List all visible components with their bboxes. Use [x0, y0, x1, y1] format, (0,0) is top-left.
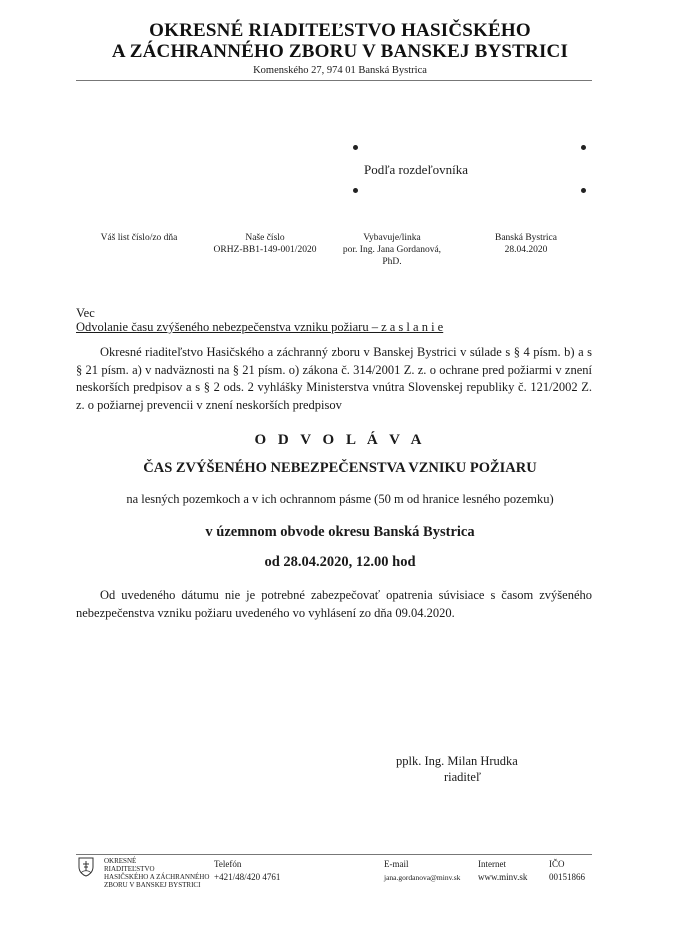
- header-title-line2: A ZÁCHRANNÉHO ZBORU V BANSKEJ BYSTRICI: [111, 41, 569, 62]
- meta-our-number: [202, 232, 328, 256]
- footer-ico: [549, 858, 585, 884]
- footer-email-value: jana.gordanova@minv.sk: [384, 873, 461, 882]
- decision-scope: na lesných pozemkoch a v ich ochrannom pásme (50 m od hranice lesného pozemku): [126, 492, 554, 506]
- header-divider: [76, 80, 592, 81]
- footer-web: [478, 858, 527, 884]
- meta-our-number-label: Naše číslo: [245, 233, 285, 243]
- footer-ico-value: 00151866: [549, 872, 585, 882]
- footer-web-value: www.minv.sk: [478, 872, 528, 882]
- body-paragraph-closing: Od uvedeného dátumu nie je potrebné zabezpečovať opatrenia súvisiace s časom zvýšeného nebezpečenstva vzniku požiaru uvedeného vo vyhlásení zo dňa 09.04.2020.: [76, 588, 592, 620]
- recipient: Podľa rozdeľovníka: [364, 162, 469, 177]
- footer-phone: [214, 858, 280, 884]
- address-window-mark: [353, 188, 358, 193]
- footer-ico-label: IČO: [549, 859, 565, 869]
- coat-of-arms-icon: [78, 857, 94, 882]
- footer-email: [384, 858, 460, 884]
- footer-web-label: Internet: [478, 859, 506, 869]
- meta-place: Banská Bystrica: [494, 233, 557, 243]
- address-window-mark: [353, 145, 358, 150]
- footer-org-line: OKRESNÉ: [104, 857, 137, 865]
- decision-area: v územnom obvode okresu Banská Bystrica: [205, 524, 475, 540]
- meta-handled-by: [330, 232, 454, 268]
- meta-your-letter-label: Váš list číslo/zo dňa: [100, 233, 178, 243]
- footer-organization: [104, 857, 214, 889]
- address-window-mark: [581, 188, 586, 193]
- meta-handled-by-label: Vybavuje/linka: [363, 233, 421, 243]
- footer-divider: [76, 854, 592, 855]
- subject-text: Odvolanie času zvýšeného nebezpečenstva vzniku požiaru – z a s l a n i e: [76, 320, 444, 334]
- signature-role: riaditeľ: [444, 770, 482, 784]
- footer-org-line: RIADITEĽSTVO: [104, 865, 155, 873]
- meta-your-letter: [84, 232, 194, 244]
- footer-org-line: HASIČSKÉHO A ZÁCHRANNÉHO: [104, 873, 210, 881]
- meta-place-date: [474, 232, 578, 256]
- footer-phone-value: +421/48/420 4761: [214, 872, 281, 882]
- body-paragraph-intro: Okresné riaditeľstvo Hasičského a záchranný zboru v Banskej Bystrici v súlade s § 4 písm. b) a s § 21 písm. a) v nadväznosti na § 21 písm. o) zákona č. 314/2001 Z. z. o ochrane pred požiarmi v znení neskorších predpisov a s § 2 ods. 2 vyhlášky Ministerstva vnútra Slovenskej republiky č. 121/2002 Z. z. o požiarnej prevencii v znení neskorších predpisov: [76, 345, 592, 412]
- decision-subtitle: ČAS ZVÝŠENÉHO NEBEZPEČENSTVA VZNIKU POŽIARU: [143, 460, 537, 476]
- subject-label: Vec: [76, 306, 95, 320]
- meta-handled-by-value-cont: PhD.: [382, 257, 402, 267]
- footer-email-label: E-mail: [384, 859, 409, 869]
- meta-our-number-value: ORHZ-BB1-149-001/2020: [213, 245, 317, 255]
- decision-effective-date: od 28.04.2020, 12.00 hod: [264, 554, 416, 570]
- meta-date: 28.04.2020: [504, 245, 548, 255]
- header-address: Komenského 27, 974 01 Banská Bystrica: [253, 65, 427, 76]
- footer-phone-label: Telefón: [214, 859, 242, 869]
- meta-handled-by-value: por. Ing. Jana Gordanová,: [342, 245, 442, 255]
- address-window-mark: [581, 145, 586, 150]
- footer-org-line: ZBORU V BANSKEJ BYSTRICI: [104, 881, 201, 889]
- header-title-line1: OKRESNÉ RIADITEĽSTVO HASIČSKÉHO: [149, 20, 531, 41]
- decision-title: O D V O L Á V A: [254, 432, 426, 448]
- signature-name: pplk. Ing. Milan Hrudka: [396, 754, 518, 768]
